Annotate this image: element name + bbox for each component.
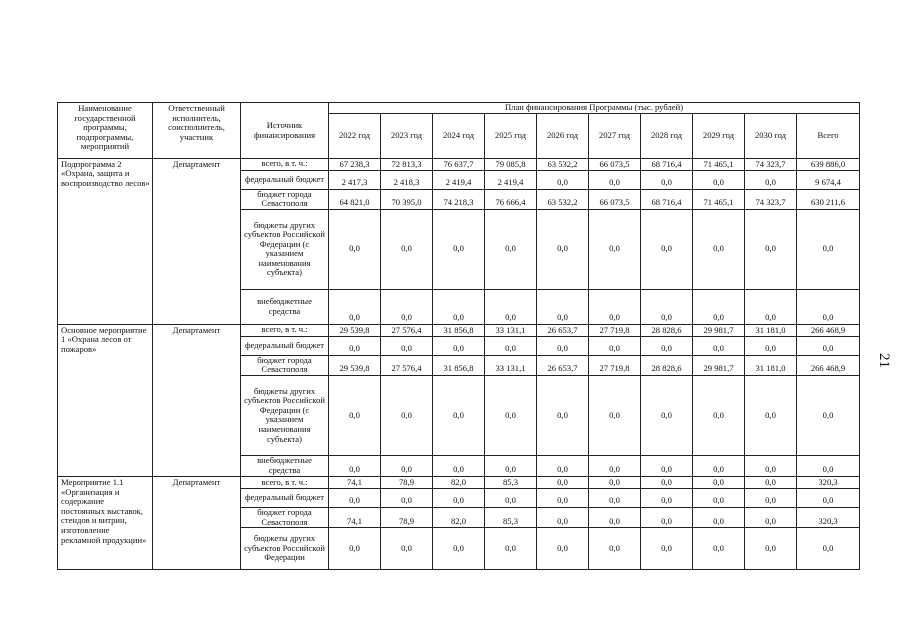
value-cell: 0,0 bbox=[797, 455, 860, 476]
executor-cell: Департамент bbox=[153, 476, 241, 569]
value-cell: 0,0 bbox=[537, 336, 589, 355]
value-cell: 26 653,7 bbox=[537, 324, 589, 336]
value-cell: 0,0 bbox=[537, 375, 589, 455]
value-cell: 0,0 bbox=[797, 528, 860, 570]
value-cell: 0,0 bbox=[329, 209, 381, 289]
value-cell: 70 395,0 bbox=[381, 189, 433, 209]
header-year: 2026 год bbox=[537, 113, 589, 158]
value-cell: 0,0 bbox=[537, 528, 589, 570]
table-row bbox=[58, 476, 860, 488]
value-cell: 0,0 bbox=[329, 375, 381, 455]
value-cell: 0,0 bbox=[433, 209, 485, 289]
value-cell: 0,0 bbox=[485, 375, 537, 455]
executor-cell: Департамент bbox=[153, 158, 241, 324]
value-cell: 33 131,1 bbox=[485, 324, 537, 336]
value-cell: 0,0 bbox=[693, 488, 745, 507]
value-cell: 0,0 bbox=[641, 455, 693, 476]
header-executor-column: Ответственный исполнитель, соисполнитель, участник bbox=[153, 103, 241, 159]
value-cell: 78,9 bbox=[381, 476, 433, 488]
program-name-cell: Подпрограмма 2 «Охрана, защита и воспроизводство лесов» bbox=[58, 158, 153, 324]
value-cell: 0,0 bbox=[381, 209, 433, 289]
value-cell: 0,0 bbox=[641, 289, 693, 324]
table-row bbox=[58, 324, 860, 336]
value-cell: 0,0 bbox=[589, 375, 641, 455]
value-cell: 0,0 bbox=[485, 289, 537, 324]
funding-source-cell: всего, в т. ч.: bbox=[241, 476, 329, 488]
funding-source-cell: федеральный бюджет bbox=[241, 336, 329, 355]
value-cell: 320,3 bbox=[797, 507, 860, 527]
value-cell: 76 637,7 bbox=[433, 158, 485, 170]
value-cell: 2 417,3 bbox=[329, 170, 381, 189]
value-cell: 72 813,3 bbox=[381, 158, 433, 170]
value-cell: 0,0 bbox=[537, 507, 589, 527]
value-cell: 31 181,0 bbox=[745, 355, 797, 375]
value-cell: 2 418,3 bbox=[381, 170, 433, 189]
value-cell: 0,0 bbox=[797, 336, 860, 355]
value-cell: 0,0 bbox=[693, 507, 745, 527]
header-source-column: Источник финансирования bbox=[241, 103, 329, 159]
header-year: 2022 год bbox=[329, 113, 381, 158]
value-cell: 79 085,8 bbox=[485, 158, 537, 170]
value-cell: 31 856,8 bbox=[433, 355, 485, 375]
funding-source-cell: бюджеты других субъектов Российской Федерации (с указанием наименования субъекта) bbox=[241, 209, 329, 289]
executor-cell: Департамент bbox=[153, 324, 241, 476]
value-cell: 33 131,1 bbox=[485, 355, 537, 375]
value-cell: 0,0 bbox=[797, 375, 860, 455]
value-cell: 266 468,9 bbox=[797, 324, 860, 336]
value-cell: 64 821,0 bbox=[329, 189, 381, 209]
value-cell: 0,0 bbox=[693, 289, 745, 324]
header-year: 2023 год bbox=[381, 113, 433, 158]
value-cell: 27 576,4 bbox=[381, 324, 433, 336]
value-cell: 0,0 bbox=[589, 488, 641, 507]
value-cell: 0,0 bbox=[433, 289, 485, 324]
value-cell: 0,0 bbox=[433, 375, 485, 455]
value-cell: 28 828,6 bbox=[641, 355, 693, 375]
value-cell: 0,0 bbox=[381, 289, 433, 324]
value-cell: 31 856,8 bbox=[433, 324, 485, 336]
value-cell: 630 211,6 bbox=[797, 189, 860, 209]
value-cell: 0,0 bbox=[641, 375, 693, 455]
value-cell: 0,0 bbox=[537, 455, 589, 476]
header-year: 2030 год bbox=[745, 113, 797, 158]
table-row bbox=[58, 158, 860, 170]
value-cell: 0,0 bbox=[433, 455, 485, 476]
value-cell: 29 981,7 bbox=[693, 355, 745, 375]
value-cell: 0,0 bbox=[641, 336, 693, 355]
value-cell: 67 238,3 bbox=[329, 158, 381, 170]
value-cell: 31 181,0 bbox=[745, 324, 797, 336]
value-cell: 0,0 bbox=[797, 488, 860, 507]
value-cell: 27 719,8 bbox=[589, 355, 641, 375]
funding-source-cell: бюджеты других субъектов Российской Федерации (с указанием наименования субъекта) bbox=[241, 375, 329, 455]
value-cell: 2 419,4 bbox=[433, 170, 485, 189]
value-cell: 0,0 bbox=[745, 336, 797, 355]
header-row bbox=[58, 103, 860, 114]
value-cell: 66 073,5 bbox=[589, 158, 641, 170]
value-cell: 0,0 bbox=[797, 289, 860, 324]
program-name-cell: Мероприятие 1.1 «Организация и содержание постоянных выставок, стендов и витрин, изготовление рекламной продукции» bbox=[58, 476, 153, 569]
value-cell: 0,0 bbox=[433, 488, 485, 507]
value-cell: 0,0 bbox=[537, 476, 589, 488]
value-cell: 0,0 bbox=[693, 170, 745, 189]
funding-source-cell: федеральный бюджет bbox=[241, 170, 329, 189]
value-cell: 63 532,2 bbox=[537, 189, 589, 209]
financing-table bbox=[57, 102, 860, 570]
value-cell: 0,0 bbox=[589, 507, 641, 527]
value-cell: 0,0 bbox=[537, 209, 589, 289]
value-cell: 0,0 bbox=[745, 528, 797, 570]
funding-source-cell: бюджет города Севастополя bbox=[241, 355, 329, 375]
funding-source-cell: бюджет города Севастополя bbox=[241, 189, 329, 209]
value-cell: 0,0 bbox=[329, 488, 381, 507]
value-cell: 27 576,4 bbox=[381, 355, 433, 375]
value-cell: 0,0 bbox=[433, 528, 485, 570]
value-cell: 0,0 bbox=[537, 488, 589, 507]
value-cell: 0,0 bbox=[589, 336, 641, 355]
value-cell: 0,0 bbox=[745, 488, 797, 507]
value-cell: 63 532,2 bbox=[537, 158, 589, 170]
funding-source-cell: внебюджетные средства bbox=[241, 289, 329, 324]
value-cell: 27 719,8 bbox=[589, 324, 641, 336]
value-cell: 0,0 bbox=[433, 336, 485, 355]
value-cell: 9 674,4 bbox=[797, 170, 860, 189]
value-cell: 66 073,5 bbox=[589, 189, 641, 209]
value-cell: 82,0 bbox=[433, 476, 485, 488]
value-cell: 71 465,1 bbox=[693, 158, 745, 170]
value-cell: 82,0 bbox=[433, 507, 485, 527]
value-cell: 0,0 bbox=[693, 476, 745, 488]
value-cell: 0,0 bbox=[589, 289, 641, 324]
header-year: 2029 год bbox=[693, 113, 745, 158]
header-year: 2028 год bbox=[641, 113, 693, 158]
value-cell: 0,0 bbox=[589, 476, 641, 488]
value-cell: 0,0 bbox=[485, 209, 537, 289]
value-cell: 0,0 bbox=[641, 209, 693, 289]
value-cell: 0,0 bbox=[381, 375, 433, 455]
value-cell: 0,0 bbox=[641, 170, 693, 189]
value-cell: 0,0 bbox=[485, 488, 537, 507]
value-cell: 0,0 bbox=[745, 375, 797, 455]
value-cell: 0,0 bbox=[693, 455, 745, 476]
value-cell: 0,0 bbox=[537, 170, 589, 189]
value-cell: 0,0 bbox=[693, 528, 745, 570]
value-cell: 0,0 bbox=[745, 289, 797, 324]
value-cell: 0,0 bbox=[641, 507, 693, 527]
value-cell: 74 323,7 bbox=[745, 189, 797, 209]
funding-source-cell: бюджет города Севастополя bbox=[241, 507, 329, 527]
value-cell: 639 886,0 bbox=[797, 158, 860, 170]
value-cell: 71 465,1 bbox=[693, 189, 745, 209]
value-cell: 29 981,7 bbox=[693, 324, 745, 336]
header-name-column: Наименование государственной программы, подпрограммы, мероприятий bbox=[58, 103, 153, 159]
header-plan-title: План финансирования Программы (тыс. рублей) bbox=[329, 103, 860, 114]
value-cell: 29 539,8 bbox=[329, 324, 381, 336]
value-cell: 0,0 bbox=[537, 289, 589, 324]
value-cell: 0,0 bbox=[329, 528, 381, 570]
value-cell: 0,0 bbox=[381, 488, 433, 507]
value-cell: 0,0 bbox=[745, 507, 797, 527]
value-cell: 0,0 bbox=[641, 476, 693, 488]
page-number: 21 bbox=[876, 353, 892, 368]
value-cell: 0,0 bbox=[693, 209, 745, 289]
value-cell: 74 323,7 bbox=[745, 158, 797, 170]
value-cell: 85,3 bbox=[485, 476, 537, 488]
header-year: 2027 год bbox=[589, 113, 641, 158]
header-year: Всего bbox=[797, 113, 860, 158]
value-cell: 320,3 bbox=[797, 476, 860, 488]
value-cell: 26 653,7 bbox=[537, 355, 589, 375]
program-name-cell: Основное мероприятие 1 «Охрана лесов от пожаров» bbox=[58, 324, 153, 476]
value-cell: 0,0 bbox=[745, 476, 797, 488]
value-cell: 0,0 bbox=[589, 455, 641, 476]
value-cell: 0,0 bbox=[589, 528, 641, 570]
value-cell: 0,0 bbox=[329, 289, 381, 324]
funding-source-cell: внебюджетные средства bbox=[241, 455, 329, 476]
value-cell: 78,9 bbox=[381, 507, 433, 527]
value-cell: 0,0 bbox=[641, 528, 693, 570]
value-cell: 85,3 bbox=[485, 507, 537, 527]
value-cell: 0,0 bbox=[589, 209, 641, 289]
value-cell: 68 716,4 bbox=[641, 158, 693, 170]
value-cell: 0,0 bbox=[329, 336, 381, 355]
value-cell: 0,0 bbox=[745, 455, 797, 476]
value-cell: 74,1 bbox=[329, 507, 381, 527]
value-cell: 0,0 bbox=[797, 209, 860, 289]
value-cell: 0,0 bbox=[589, 170, 641, 189]
funding-source-cell: всего, в т. ч.: bbox=[241, 158, 329, 170]
value-cell: 74,1 bbox=[329, 476, 381, 488]
funding-source-cell: всего, в т. ч.: bbox=[241, 324, 329, 336]
value-cell: 0,0 bbox=[693, 375, 745, 455]
header-year: 2024 год bbox=[433, 113, 485, 158]
value-cell: 0,0 bbox=[381, 336, 433, 355]
value-cell: 0,0 bbox=[485, 336, 537, 355]
funding-source-cell: федеральный бюджет bbox=[241, 488, 329, 507]
value-cell: 76 666,4 bbox=[485, 189, 537, 209]
header-year: 2025 год bbox=[485, 113, 537, 158]
value-cell: 0,0 bbox=[329, 455, 381, 476]
value-cell: 0,0 bbox=[641, 488, 693, 507]
value-cell: 266 468,9 bbox=[797, 355, 860, 375]
funding-source-cell: бюджеты других субъектов Российской Федерации bbox=[241, 528, 329, 570]
value-cell: 28 828,6 bbox=[641, 324, 693, 336]
value-cell: 0,0 bbox=[745, 170, 797, 189]
value-cell: 2 419,4 bbox=[485, 170, 537, 189]
value-cell: 0,0 bbox=[485, 528, 537, 570]
value-cell: 74 218,3 bbox=[433, 189, 485, 209]
value-cell: 0,0 bbox=[693, 336, 745, 355]
value-cell: 0,0 bbox=[485, 455, 537, 476]
value-cell: 0,0 bbox=[745, 209, 797, 289]
value-cell: 0,0 bbox=[381, 455, 433, 476]
value-cell: 0,0 bbox=[381, 528, 433, 570]
value-cell: 29 539,8 bbox=[329, 355, 381, 375]
value-cell: 68 716,4 bbox=[641, 189, 693, 209]
